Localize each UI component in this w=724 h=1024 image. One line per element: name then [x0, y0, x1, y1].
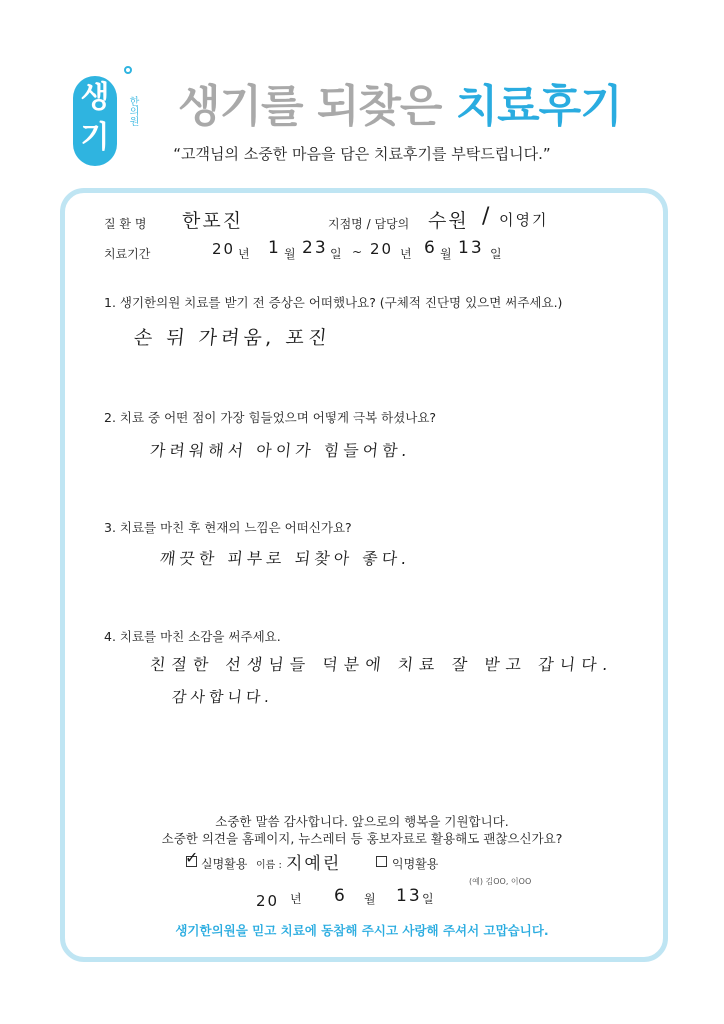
closing-message: 생기한의원을 믿고 치료에 동참해 주시고 사랑해 주셔서 고맙습니다.	[175, 923, 549, 938]
sign-year-value: 20	[256, 892, 280, 910]
question-2: 2. 치료 중 어떤 점이 가장 힘들었으며 어떻게 극복 하셨나요?	[104, 410, 437, 425]
period-end-year-unit: 년	[400, 247, 412, 261]
name-example: (예) 김OO, 이OO	[469, 877, 532, 886]
sign-month-unit: 월	[364, 892, 376, 906]
sign-day-unit: 일	[422, 892, 434, 906]
period-end-day: 13	[458, 238, 484, 258]
period-year-unit: 년	[238, 247, 250, 261]
name-label: 이름 :	[256, 860, 282, 871]
logo-mark: 생기	[80, 80, 110, 155]
disease-label: 질 환 명	[104, 217, 147, 231]
question-3: 3. 치료를 마친 후 현재의 느낌은 어떠신가요?	[104, 520, 352, 535]
sign-year-unit: 년	[290, 892, 302, 906]
sign-day-value: 13	[396, 886, 422, 906]
answer-4-line-2: 감사합니다.	[171, 688, 275, 706]
realname-check-mark: ✓	[185, 848, 199, 867]
period-tilde: ~	[352, 245, 363, 259]
title-blue: 치료후기	[455, 81, 622, 132]
realname-label: 실명활용	[201, 857, 248, 871]
answer-2: 가려워해서 아이가 힘들어함.	[148, 441, 412, 460]
answer-4-line-1: 친절한 선생님들 덕분에 치료 잘 받고 갑니다.	[148, 655, 615, 674]
branch-value: 수원	[428, 210, 469, 232]
period-end-year: 20	[370, 240, 394, 258]
period-start-year: 20	[212, 240, 236, 258]
period-end-day-unit: 일	[490, 247, 502, 261]
thanks-text: 소중한 말씀 감사합니다. 앞으로의 행복을 기원합니다.	[215, 814, 509, 829]
branch-label: 지점명 / 담당의	[328, 217, 410, 231]
anonymous-label: 익명활용	[392, 857, 439, 871]
question-4: 4. 치료를 마친 소감을 써주세요.	[104, 629, 281, 644]
branch-divider: /	[482, 204, 492, 229]
doctor-value: 이영기	[499, 211, 549, 229]
logo-subtext: 한의원	[127, 96, 138, 126]
period-month-unit: 월	[284, 247, 296, 261]
consent-question: 소중한 의견을 홈페이지, 뉴스레터 등 홍보자료로 활용해도 괜찮으신가요?	[161, 831, 563, 846]
title-gray: 생기를 되찾은	[178, 81, 456, 132]
page-title	[178, 70, 622, 134]
name-value: 지예린	[286, 854, 342, 874]
page-subtitle: “고객님의 소중한 마음을 담은 치료후기를 부탁드립니다.”	[173, 145, 551, 163]
period-end-month: 6	[424, 238, 437, 258]
question-1: 1. 생기한의원 치료를 받기 전 증상은 어떠했나요? (구체적 진단명 있으면 써주세요.)	[104, 295, 563, 310]
answer-1: 손 뒤 가려움, 포진	[132, 327, 332, 349]
period-start-month: 1	[268, 238, 281, 258]
period-day-unit: 일	[330, 247, 342, 261]
period-end-month-unit: 월	[440, 247, 452, 261]
anonymous-checkbox[interactable]	[376, 856, 387, 867]
period-start-day: 23	[302, 238, 328, 258]
answer-3: 깨끗한 피부로 되찾아 좋다.	[158, 549, 412, 568]
sign-month-value: 6	[334, 886, 347, 906]
logo-dot-icon	[124, 66, 132, 74]
disease-value: 한포진	[182, 210, 244, 232]
period-label: 치료기간	[104, 247, 151, 261]
